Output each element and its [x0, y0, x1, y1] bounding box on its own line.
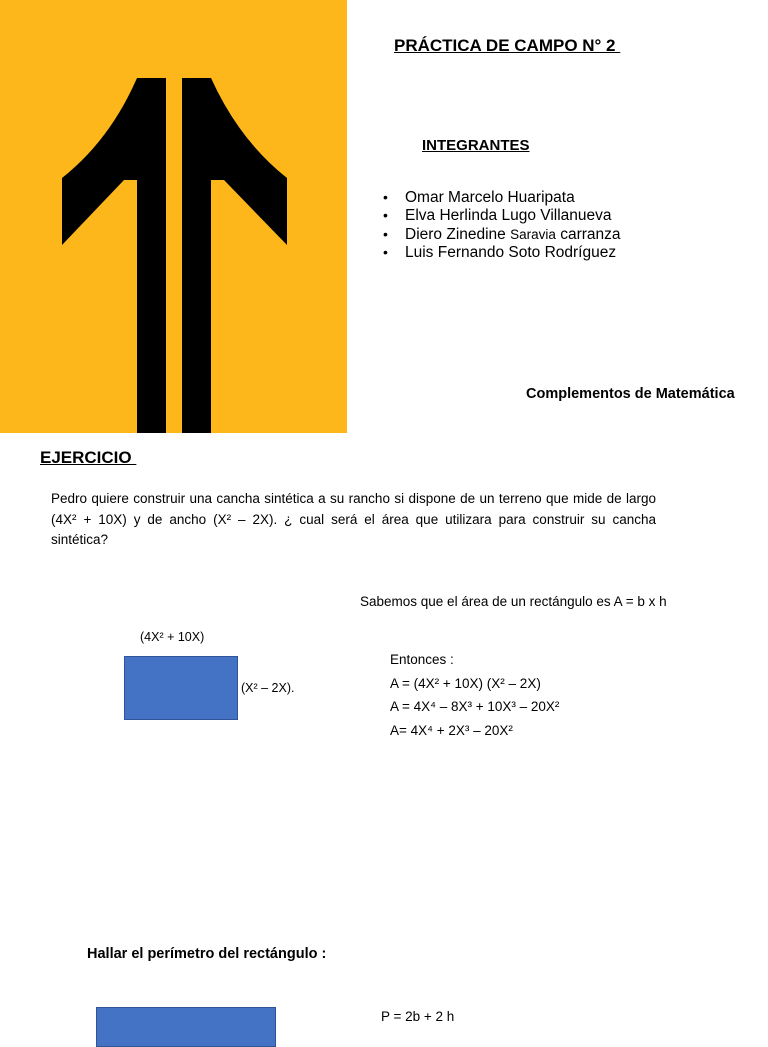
rectangle-diagram — [124, 656, 238, 720]
perimeter-heading: Hallar el perímetro del rectángulo : — [87, 946, 327, 962]
rectangle-length-label: (4X² + 10X) — [140, 630, 205, 644]
member-item — [383, 226, 621, 244]
member-item — [383, 207, 621, 225]
members-heading: INTEGRANTES — [422, 137, 530, 154]
right-arrow-shape — [182, 78, 287, 433]
member-item: • Omar Marcelo Huaripata — [383, 189, 621, 207]
double-arrow-icon — [0, 0, 347, 433]
perimeter-formula: P = 2b + 2 h — [381, 1009, 455, 1024]
members-list — [383, 189, 621, 262]
solution-step: Entonces : — [390, 652, 454, 667]
area-formula-note: Sabemos que el área de un rectángulo es A = b x h — [360, 594, 667, 609]
course-name: Complementos de Matemática — [526, 386, 735, 402]
page-title: PRÁCTICA DE CAMPO N° 2 — [394, 36, 621, 55]
solution-steps — [390, 648, 559, 742]
rectangle-width-label: (X² – 2X). — [241, 681, 295, 695]
cover-banner — [0, 0, 347, 433]
exercise-heading: EJERCICIO — [40, 448, 137, 467]
perimeter-rectangle-diagram — [96, 1007, 276, 1047]
member-name-part: Saravia — [510, 226, 556, 242]
solution-step: A = 4X⁴ – 8X³ + 10X³ – 20X² — [390, 699, 560, 714]
left-arrow-shape — [62, 78, 166, 433]
member-name-part: Diero Zinedine — [405, 225, 511, 243]
member-name-part: carranza — [555, 225, 621, 243]
member-item: • Luis Fernando Soto Rodríguez — [383, 244, 621, 262]
member-name-part: Elva Herlinda Lugo Villanueva — [405, 207, 612, 225]
solution-step: A = (4X² + 10X) (X² – 2X) — [390, 675, 541, 691]
solution-step: A= 4X⁴ + 2X³ – 20X² — [390, 722, 513, 738]
problem-statement: Pedro quiere construir una cancha sintética a su rancho si dispone de un terreno que mide de largo (4X² + 10X) y de ancho (X² – 2X). ¿ cual será el área que utilizara para construir su cancha sintética? — [51, 491, 656, 547]
